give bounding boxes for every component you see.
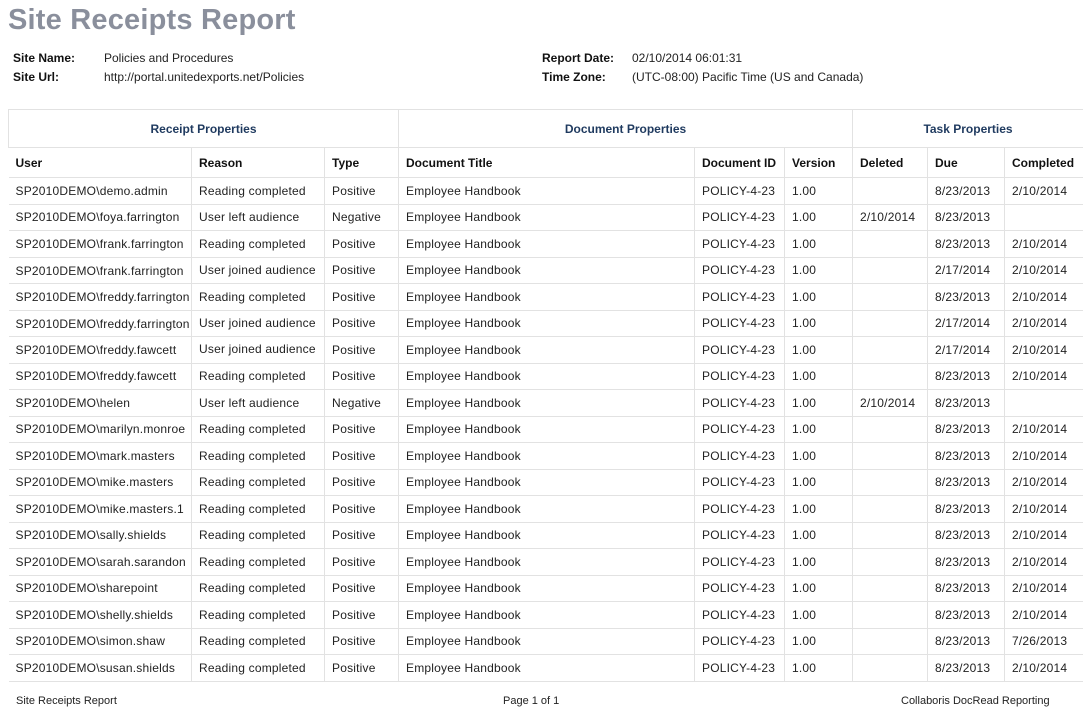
cell-document-id: POLICY-4-23	[695, 257, 785, 284]
cell-type: Positive	[325, 549, 399, 576]
cell-type: Positive	[325, 443, 399, 470]
cell-document-id: POLICY-4-23	[695, 469, 785, 496]
cell-user: SP2010DEMO\susan.shields	[9, 655, 192, 682]
column-header-version[interactable]: Version	[785, 148, 853, 178]
cell-due: 8/23/2013	[928, 496, 1005, 523]
cell-document-id: POLICY-4-23	[695, 363, 785, 390]
column-header-user[interactable]: User	[9, 148, 192, 178]
cell-reason: Reading completed	[192, 178, 325, 205]
column-header-type[interactable]: Type	[325, 148, 399, 178]
cell-due: 8/23/2013	[928, 469, 1005, 496]
cell-reason: Reading completed	[192, 522, 325, 549]
cell-version: 1.00	[785, 469, 853, 496]
footer-product-name: Collaboris DocRead Reporting	[901, 695, 1050, 707]
cell-deleted	[853, 363, 928, 390]
cell-version: 1.00	[785, 602, 853, 629]
cell-document-id: POLICY-4-23	[695, 178, 785, 205]
cell-completed: 2/10/2014	[1005, 602, 1083, 629]
cell-document-title: Employee Handbook	[399, 337, 695, 364]
cell-document-id: POLICY-4-23	[695, 628, 785, 655]
cell-user: SP2010DEMO\foya.farrington	[9, 204, 192, 231]
cell-type: Positive	[325, 337, 399, 364]
cell-user: SP2010DEMO\sarah.sarandon	[9, 549, 192, 576]
table-row	[9, 416, 1083, 443]
cell-type: Positive	[325, 469, 399, 496]
cell-document-id: POLICY-4-23	[695, 655, 785, 682]
group-document-properties: Document Properties	[399, 110, 853, 148]
cell-user: SP2010DEMO\mark.masters	[9, 443, 192, 470]
cell-due: 8/23/2013	[928, 178, 1005, 205]
cell-document-title: Employee Handbook	[399, 284, 695, 311]
cell-deleted: 2/10/2014	[853, 204, 928, 231]
cell-user: SP2010DEMO\freddy.fawcett	[9, 363, 192, 390]
cell-type: Positive	[325, 257, 399, 284]
cell-completed: 2/10/2014	[1005, 575, 1083, 602]
cell-document-title: Employee Handbook	[399, 602, 695, 629]
cell-reason: Reading completed	[192, 469, 325, 496]
cell-due: 8/23/2013	[928, 284, 1005, 311]
table-row	[9, 310, 1083, 337]
cell-document-id: POLICY-4-23	[695, 496, 785, 523]
cell-deleted	[853, 549, 928, 576]
cell-type: Positive	[325, 575, 399, 602]
cell-document-id: POLICY-4-23	[695, 522, 785, 549]
cell-reason: Reading completed	[192, 416, 325, 443]
table-row	[9, 178, 1083, 205]
cell-type: Positive	[325, 284, 399, 311]
cell-version: 1.00	[785, 363, 853, 390]
cell-version: 1.00	[785, 416, 853, 443]
cell-version: 1.00	[785, 257, 853, 284]
cell-document-title: Employee Handbook	[399, 655, 695, 682]
cell-user: SP2010DEMO\marilyn.monroe	[9, 416, 192, 443]
cell-due: 8/23/2013	[928, 363, 1005, 390]
cell-document-id: POLICY-4-23	[695, 204, 785, 231]
cell-document-title: Employee Handbook	[399, 390, 695, 417]
cell-version: 1.00	[785, 522, 853, 549]
cell-due: 8/23/2013	[928, 628, 1005, 655]
cell-version: 1.00	[785, 337, 853, 364]
cell-reason: User joined audience	[192, 257, 325, 284]
table-row	[9, 549, 1083, 576]
cell-document-id: POLICY-4-23	[695, 575, 785, 602]
cell-due: 2/17/2014	[928, 310, 1005, 337]
cell-user: SP2010DEMO\freddy.fawcett	[9, 337, 192, 364]
cell-completed: 2/10/2014	[1005, 655, 1083, 682]
column-header-completed[interactable]: Completed	[1005, 148, 1083, 178]
cell-type: Negative	[325, 204, 399, 231]
cell-completed	[1005, 204, 1083, 231]
cell-deleted	[853, 522, 928, 549]
cell-completed: 2/10/2014	[1005, 337, 1083, 364]
table-row	[9, 390, 1083, 417]
site-url-label: Site Url:	[13, 70, 60, 84]
cell-completed	[1005, 390, 1083, 417]
cell-deleted	[853, 310, 928, 337]
cell-deleted	[853, 443, 928, 470]
footer-page-number: Page 1 of 1	[503, 695, 560, 707]
cell-due: 8/23/2013	[928, 655, 1005, 682]
table-row	[9, 363, 1083, 390]
cell-type: Positive	[325, 602, 399, 629]
cell-due: 8/23/2013	[928, 575, 1005, 602]
cell-document-title: Employee Handbook	[399, 231, 695, 258]
cell-completed: 2/10/2014	[1005, 443, 1083, 470]
cell-user: SP2010DEMO\mike.masters.1	[9, 496, 192, 523]
cell-document-title: Employee Handbook	[399, 363, 695, 390]
table-row	[9, 602, 1083, 629]
cell-version: 1.00	[785, 204, 853, 231]
cell-deleted: 2/10/2014	[853, 390, 928, 417]
cell-document-id: POLICY-4-23	[695, 602, 785, 629]
cell-completed: 2/10/2014	[1005, 284, 1083, 311]
table-row	[9, 337, 1083, 364]
cell-document-title: Employee Handbook	[399, 443, 695, 470]
cell-user: SP2010DEMO\frank.farrington	[9, 231, 192, 258]
cell-deleted	[853, 469, 928, 496]
cell-due: 8/23/2013	[928, 204, 1005, 231]
time-zone-value: (UTC-08:00) Pacific Time (US and Canada)	[632, 70, 864, 84]
cell-completed: 2/10/2014	[1005, 363, 1083, 390]
cell-deleted	[853, 496, 928, 523]
cell-due: 8/23/2013	[928, 602, 1005, 629]
cell-deleted	[853, 231, 928, 258]
cell-document-title: Employee Handbook	[399, 416, 695, 443]
table-row	[9, 257, 1083, 284]
cell-completed: 2/10/2014	[1005, 496, 1083, 523]
cell-due: 8/23/2013	[928, 443, 1005, 470]
cell-document-title: Employee Handbook	[399, 257, 695, 284]
cell-user: SP2010DEMO\sharepoint	[9, 575, 192, 602]
cell-completed: 2/10/2014	[1005, 549, 1083, 576]
cell-document-id: POLICY-4-23	[695, 416, 785, 443]
column-header-reason[interactable]: Reason	[192, 148, 325, 178]
cell-user: SP2010DEMO\simon.shaw	[9, 628, 192, 655]
cell-document-title: Employee Handbook	[399, 310, 695, 337]
cell-reason: Reading completed	[192, 655, 325, 682]
cell-reason: Reading completed	[192, 284, 325, 311]
cell-version: 1.00	[785, 443, 853, 470]
cell-user: SP2010DEMO\freddy.farrington	[9, 310, 192, 337]
group-receipt-properties: Receipt Properties	[9, 110, 399, 148]
cell-document-title: Employee Handbook	[399, 628, 695, 655]
cell-version: 1.00	[785, 496, 853, 523]
cell-completed: 2/10/2014	[1005, 469, 1083, 496]
cell-completed: 7/26/2013	[1005, 628, 1083, 655]
cell-due: 2/17/2014	[928, 257, 1005, 284]
table-row	[9, 443, 1083, 470]
cell-due: 8/23/2013	[928, 416, 1005, 443]
cell-type: Positive	[325, 178, 399, 205]
cell-reason: Reading completed	[192, 443, 325, 470]
cell-document-title: Employee Handbook	[399, 575, 695, 602]
cell-reason: Reading completed	[192, 363, 325, 390]
cell-reason: Reading completed	[192, 602, 325, 629]
cell-reason: Reading completed	[192, 549, 325, 576]
cell-document-title: Employee Handbook	[399, 178, 695, 205]
cell-document-id: POLICY-4-23	[695, 549, 785, 576]
cell-due: 8/23/2013	[928, 549, 1005, 576]
column-header-document-title[interactable]: Document Title	[399, 148, 695, 178]
cell-reason: Reading completed	[192, 231, 325, 258]
table-row	[9, 655, 1083, 682]
cell-user: SP2010DEMO\shelly.shields	[9, 602, 192, 629]
cell-completed: 2/10/2014	[1005, 231, 1083, 258]
cell-user: SP2010DEMO\helen	[9, 390, 192, 417]
cell-user: SP2010DEMO\demo.admin	[9, 178, 192, 205]
cell-version: 1.00	[785, 284, 853, 311]
cell-document-id: POLICY-4-23	[695, 443, 785, 470]
cell-type: Positive	[325, 310, 399, 337]
cell-due: 8/23/2013	[928, 522, 1005, 549]
table-row	[9, 284, 1083, 311]
cell-version: 1.00	[785, 628, 853, 655]
group-task-properties: Task Properties	[853, 110, 1083, 148]
cell-version: 1.00	[785, 390, 853, 417]
cell-document-title: Employee Handbook	[399, 522, 695, 549]
table-row	[9, 496, 1083, 523]
table-row	[9, 522, 1083, 549]
cell-deleted	[853, 337, 928, 364]
cell-user: SP2010DEMO\frank.farrington	[9, 257, 192, 284]
cell-version: 1.00	[785, 231, 853, 258]
cell-deleted	[853, 575, 928, 602]
cell-document-id: POLICY-4-23	[695, 284, 785, 311]
cell-completed: 2/10/2014	[1005, 522, 1083, 549]
table-row	[9, 628, 1083, 655]
cell-type: Positive	[325, 522, 399, 549]
cell-deleted	[853, 284, 928, 311]
table-row	[9, 469, 1083, 496]
cell-reason: User joined audience	[192, 337, 325, 364]
cell-document-id: POLICY-4-23	[695, 337, 785, 364]
cell-user: SP2010DEMO\sally.shields	[9, 522, 192, 549]
cell-completed: 2/10/2014	[1005, 178, 1083, 205]
time-zone-label: Time Zone:	[542, 70, 606, 84]
cell-deleted	[853, 628, 928, 655]
table-row	[9, 231, 1083, 258]
table-row	[9, 204, 1083, 231]
cell-deleted	[853, 178, 928, 205]
report-date-label: Report Date:	[542, 51, 615, 65]
cell-type: Positive	[325, 655, 399, 682]
cell-due: 8/23/2013	[928, 390, 1005, 417]
cell-version: 1.00	[785, 549, 853, 576]
cell-type: Positive	[325, 231, 399, 258]
cell-type: Negative	[325, 390, 399, 417]
cell-document-title: Employee Handbook	[399, 496, 695, 523]
cell-reason: Reading completed	[192, 575, 325, 602]
cell-due: 8/23/2013	[928, 231, 1005, 258]
cell-type: Positive	[325, 416, 399, 443]
cell-user: SP2010DEMO\mike.masters	[9, 469, 192, 496]
cell-version: 1.00	[785, 178, 853, 205]
cell-due: 2/17/2014	[928, 337, 1005, 364]
cell-reason: User joined audience	[192, 310, 325, 337]
cell-completed: 2/10/2014	[1005, 310, 1083, 337]
cell-document-title: Employee Handbook	[399, 469, 695, 496]
cell-type: Positive	[325, 628, 399, 655]
cell-deleted	[853, 655, 928, 682]
cell-deleted	[853, 257, 928, 284]
cell-reason: Reading completed	[192, 496, 325, 523]
cell-user: SP2010DEMO\freddy.farrington	[9, 284, 192, 311]
footer-report-name: Site Receipts Report	[16, 695, 117, 707]
cell-deleted	[853, 416, 928, 443]
site-name-label: Site Name:	[13, 51, 76, 65]
site-name-value: Policies and Procedures	[104, 51, 234, 65]
table-row	[9, 575, 1083, 602]
column-header-deleted[interactable]: Deleted	[853, 148, 928, 178]
cell-document-id: POLICY-4-23	[695, 231, 785, 258]
cell-version: 1.00	[785, 655, 853, 682]
cell-reason: User left audience	[192, 390, 325, 417]
cell-document-id: POLICY-4-23	[695, 390, 785, 417]
column-header-document-id[interactable]: Document ID	[695, 148, 785, 178]
cell-version: 1.00	[785, 310, 853, 337]
cell-completed: 2/10/2014	[1005, 416, 1083, 443]
report-date-value: 02/10/2014 06:01:31	[632, 51, 743, 65]
cell-deleted	[853, 602, 928, 629]
column-header-due[interactable]: Due	[928, 148, 1005, 178]
cell-type: Positive	[325, 363, 399, 390]
report-title: Site Receipts Report	[8, 4, 296, 36]
cell-completed: 2/10/2014	[1005, 257, 1083, 284]
cell-type: Positive	[325, 496, 399, 523]
cell-document-title: Employee Handbook	[399, 549, 695, 576]
cell-version: 1.00	[785, 575, 853, 602]
cell-document-title: Employee Handbook	[399, 204, 695, 231]
cell-reason: User left audience	[192, 204, 325, 231]
receipts-table	[8, 109, 1083, 682]
cell-reason: Reading completed	[192, 628, 325, 655]
site-url-value: http://portal.unitedexports.net/Policies	[104, 70, 305, 84]
cell-document-id: POLICY-4-23	[695, 310, 785, 337]
